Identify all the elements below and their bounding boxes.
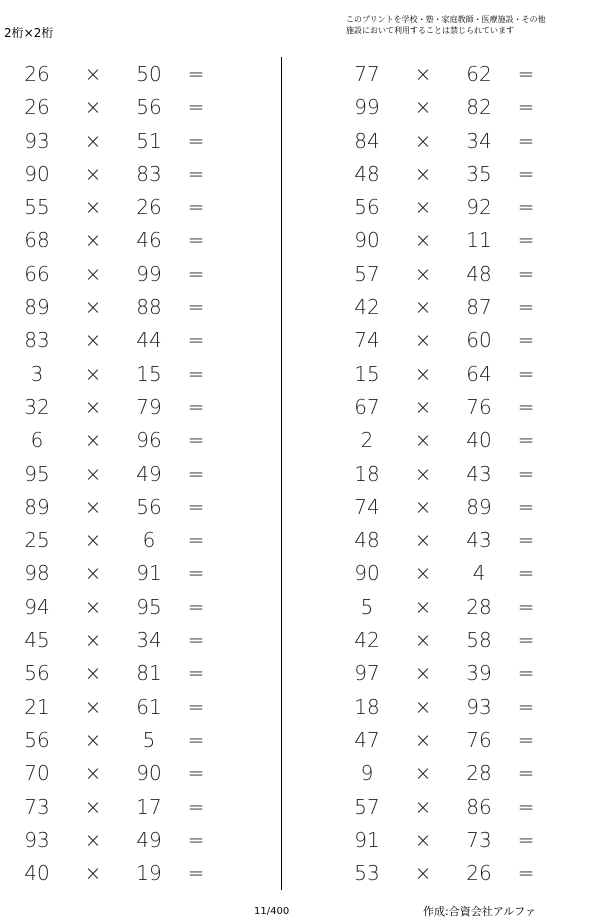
operand-a: 84 [354, 128, 380, 153]
multiply-sign: × [84, 295, 102, 320]
operand-b: 49 [136, 827, 162, 852]
multiply-sign: × [414, 661, 432, 686]
multiply-sign: × [414, 62, 432, 86]
problem-row [330, 57, 600, 90]
equals-sign: = [187, 195, 205, 220]
problem-row [0, 856, 270, 889]
operand-a: 47 [354, 727, 380, 752]
problem-row [330, 556, 600, 589]
usage-notice-line-2: 施設において利用することは禁じられています [346, 26, 514, 35]
problem-row [330, 523, 600, 556]
multiply-sign: × [414, 361, 432, 386]
equals-sign: = [517, 628, 535, 653]
multiply-sign: × [84, 161, 102, 186]
problem-row [330, 257, 600, 290]
operand-a: 70 [24, 761, 50, 786]
multiply-sign: × [84, 827, 102, 852]
operand-a: 6 [30, 428, 44, 453]
operand-a: 90 [354, 561, 380, 586]
operand-a: 48 [354, 161, 380, 186]
operand-a: 55 [24, 195, 50, 220]
multiply-sign: × [414, 561, 432, 586]
operand-b: 34 [136, 628, 162, 653]
operand-a: 9 [360, 761, 374, 786]
operand-a: 57 [354, 794, 380, 819]
problem-row [330, 157, 600, 190]
problem-row [330, 390, 600, 423]
equals-sign: = [517, 727, 535, 752]
problem-row [330, 590, 600, 623]
operand-b: 34 [466, 128, 492, 153]
operand-b: 44 [136, 328, 162, 353]
operand-b: 58 [466, 628, 492, 653]
problem-row [0, 423, 270, 456]
operand-a: 68 [24, 228, 50, 253]
equals-sign: = [187, 861, 205, 886]
multiply-sign: × [414, 628, 432, 653]
operand-b: 96 [136, 428, 162, 453]
multiply-sign: × [84, 594, 102, 619]
operand-b: 48 [466, 261, 492, 286]
problem-column-left [0, 57, 270, 889]
operand-a: 77 [354, 62, 380, 86]
multiply-sign: × [414, 761, 432, 786]
operand-a: 18 [354, 694, 380, 719]
problem-row [0, 90, 270, 123]
problem-row [0, 690, 270, 723]
operand-a: 98 [24, 561, 50, 586]
problem-row [330, 323, 600, 356]
equals-sign: = [517, 528, 535, 553]
equals-sign: = [517, 128, 535, 153]
multiply-sign: × [414, 461, 432, 486]
operand-b: 6 [142, 528, 156, 553]
operand-a: 56 [24, 727, 50, 752]
multiply-sign: × [84, 561, 102, 586]
problem-row [0, 190, 270, 223]
operand-b: 79 [136, 394, 162, 419]
equals-sign: = [517, 394, 535, 419]
operand-b: 28 [466, 594, 492, 619]
multiply-sign: × [414, 128, 432, 153]
problem-row [330, 756, 600, 789]
operand-b: 15 [136, 361, 162, 386]
operand-a: 56 [354, 195, 380, 220]
operand-b: 35 [466, 161, 492, 186]
problem-row [0, 323, 270, 356]
operand-b: 49 [136, 461, 162, 486]
problem-row [330, 823, 600, 856]
operand-b: 76 [466, 727, 492, 752]
multiply-sign: × [84, 95, 102, 120]
operand-b: 99 [136, 261, 162, 286]
operand-b: 86 [466, 794, 492, 819]
operand-a: 53 [354, 861, 380, 886]
usage-notice-line-1: このプリントを学校・塾・家庭教師・医療施設・その他 [346, 15, 546, 24]
operand-a: 66 [24, 261, 50, 286]
multiply-sign: × [414, 95, 432, 120]
operand-b: 40 [466, 428, 492, 453]
problem-row [330, 357, 600, 390]
problem-row [330, 723, 600, 756]
operand-b: 39 [466, 661, 492, 686]
multiply-sign: × [84, 128, 102, 153]
equals-sign: = [187, 661, 205, 686]
problem-row [0, 756, 270, 789]
operand-b: 46 [136, 228, 162, 253]
operand-a: 45 [24, 628, 50, 653]
multiply-sign: × [84, 761, 102, 786]
multiply-sign: × [414, 394, 432, 419]
operand-b: 5 [142, 727, 156, 752]
operand-a: 97 [354, 661, 380, 686]
equals-sign: = [187, 228, 205, 253]
operand-a: 48 [354, 528, 380, 553]
problem-row [0, 157, 270, 190]
operand-a: 73 [24, 794, 50, 819]
operand-a: 26 [24, 95, 50, 120]
equals-sign: = [517, 295, 535, 320]
multiply-sign: × [84, 261, 102, 286]
problem-row [330, 457, 600, 490]
operand-a: 93 [24, 128, 50, 153]
operand-b: 26 [136, 195, 162, 220]
multiply-sign: × [414, 295, 432, 320]
problem-row [330, 790, 600, 823]
operand-a: 3 [30, 361, 44, 386]
problem-row [0, 790, 270, 823]
equals-sign: = [517, 428, 535, 453]
multiply-sign: × [414, 428, 432, 453]
multiply-sign: × [84, 195, 102, 220]
operand-b: 87 [466, 295, 492, 320]
multiply-sign: × [414, 694, 432, 719]
operand-b: 43 [466, 461, 492, 486]
multiply-sign: × [414, 861, 432, 886]
multiply-sign: × [84, 428, 102, 453]
operand-a: 74 [354, 494, 380, 519]
equals-sign: = [517, 694, 535, 719]
equals-sign: = [517, 228, 535, 253]
operand-b: 62 [466, 62, 492, 86]
page-number: 11/400 [254, 906, 290, 917]
multiply-sign: × [414, 261, 432, 286]
equals-sign: = [187, 394, 205, 419]
usage-notice [346, 14, 546, 36]
operand-b: 51 [136, 128, 162, 153]
problem-row [0, 57, 270, 90]
operand-a: 74 [354, 328, 380, 353]
multiply-sign: × [414, 727, 432, 752]
equals-sign: = [187, 295, 205, 320]
operand-b: 28 [466, 761, 492, 786]
multiply-sign: × [414, 528, 432, 553]
equals-sign: = [187, 428, 205, 453]
operand-b: 43 [466, 528, 492, 553]
multiply-sign: × [414, 228, 432, 253]
equals-sign: = [187, 461, 205, 486]
operand-b: 95 [136, 594, 162, 619]
equals-sign: = [517, 95, 535, 120]
equals-sign: = [517, 62, 535, 86]
multiply-sign: × [84, 628, 102, 653]
multiply-sign: × [84, 361, 102, 386]
problem-row [0, 623, 270, 656]
problem-row [0, 357, 270, 390]
multiply-sign: × [84, 794, 102, 819]
problem-row [0, 223, 270, 256]
equals-sign: = [187, 361, 205, 386]
column-divider [281, 57, 282, 890]
equals-sign: = [187, 727, 205, 752]
operand-a: 21 [24, 694, 50, 719]
multiply-sign: × [84, 461, 102, 486]
operand-a: 2 [360, 428, 374, 453]
equals-sign: = [517, 761, 535, 786]
equals-sign: = [187, 528, 205, 553]
problem-row [0, 124, 270, 157]
equals-sign: = [187, 561, 205, 586]
operand-b: 91 [136, 561, 162, 586]
operand-a: 90 [24, 161, 50, 186]
multiply-sign: × [84, 228, 102, 253]
operand-b: 76 [466, 394, 492, 419]
operand-a: 94 [24, 594, 50, 619]
operand-a: 42 [354, 628, 380, 653]
operand-b: 82 [466, 95, 492, 120]
operand-b: 73 [466, 827, 492, 852]
equals-sign: = [517, 794, 535, 819]
multiply-sign: × [414, 594, 432, 619]
problem-row [330, 124, 600, 157]
operand-a: 90 [354, 228, 380, 253]
operand-b: 88 [136, 295, 162, 320]
problem-row [330, 690, 600, 723]
equals-sign: = [517, 827, 535, 852]
equals-sign: = [187, 827, 205, 852]
equals-sign: = [187, 62, 205, 86]
problem-row [0, 556, 270, 589]
equals-sign: = [187, 128, 205, 153]
equals-sign: = [517, 861, 535, 886]
operand-a: 91 [354, 827, 380, 852]
operand-b: 60 [466, 328, 492, 353]
operand-b: 61 [136, 694, 162, 719]
equals-sign: = [517, 161, 535, 186]
equals-sign: = [517, 494, 535, 519]
operand-a: 18 [354, 461, 380, 486]
operand-a: 5 [360, 594, 374, 619]
equals-sign: = [517, 594, 535, 619]
equals-sign: = [517, 361, 535, 386]
multiply-sign: × [414, 794, 432, 819]
operand-a: 93 [24, 827, 50, 852]
equals-sign: = [517, 195, 535, 220]
operand-b: 93 [466, 694, 492, 719]
problem-row [330, 90, 600, 123]
operand-b: 19 [136, 861, 162, 886]
operand-a: 32 [24, 394, 50, 419]
problem-row [330, 490, 600, 523]
multiply-sign: × [414, 494, 432, 519]
multiply-sign: × [414, 328, 432, 353]
operand-a: 57 [354, 261, 380, 286]
operand-a: 42 [354, 295, 380, 320]
operand-b: 64 [466, 361, 492, 386]
equals-sign: = [517, 261, 535, 286]
operand-a: 89 [24, 295, 50, 320]
operand-b: 89 [466, 494, 492, 519]
equals-sign: = [517, 328, 535, 353]
equals-sign: = [187, 594, 205, 619]
problem-row [0, 257, 270, 290]
multiply-sign: × [84, 661, 102, 686]
operand-a: 99 [354, 95, 380, 120]
operand-b: 11 [466, 228, 492, 253]
operand-b: 83 [136, 161, 162, 186]
multiply-sign: × [84, 394, 102, 419]
problem-row [330, 223, 600, 256]
operand-b: 26 [466, 861, 492, 886]
multiply-sign: × [84, 694, 102, 719]
multiply-sign: × [84, 727, 102, 752]
equals-sign: = [187, 261, 205, 286]
problem-row [0, 823, 270, 856]
operand-a: 40 [24, 861, 50, 886]
worksheet-title: 2桁×2桁 [4, 26, 54, 40]
operand-a: 15 [354, 361, 380, 386]
problem-row [0, 490, 270, 523]
problem-row [0, 590, 270, 623]
operand-b: 17 [136, 794, 162, 819]
multiply-sign: × [414, 195, 432, 220]
equals-sign: = [187, 161, 205, 186]
multiply-sign: × [414, 827, 432, 852]
equals-sign: = [187, 494, 205, 519]
operand-a: 83 [24, 328, 50, 353]
operand-b: 56 [136, 95, 162, 120]
multiply-sign: × [84, 328, 102, 353]
problem-row [0, 723, 270, 756]
equals-sign: = [187, 628, 205, 653]
problem-row [0, 523, 270, 556]
equals-sign: = [517, 561, 535, 586]
operand-a: 67 [354, 394, 380, 419]
problem-row [330, 290, 600, 323]
multiply-sign: × [84, 528, 102, 553]
equals-sign: = [187, 328, 205, 353]
operand-a: 56 [24, 661, 50, 686]
problem-row [330, 190, 600, 223]
operand-b: 50 [136, 62, 162, 86]
problem-row [330, 623, 600, 656]
equals-sign: = [517, 461, 535, 486]
multiply-sign: × [414, 161, 432, 186]
multiply-sign: × [84, 494, 102, 519]
author-credit: 作成:合資会社アルファ [423, 905, 537, 918]
multiply-sign: × [84, 62, 102, 86]
equals-sign: = [187, 794, 205, 819]
problem-column-right [330, 57, 600, 889]
operand-b: 81 [136, 661, 162, 686]
operand-a: 25 [24, 528, 50, 553]
problem-row [0, 390, 270, 423]
equals-sign: = [187, 95, 205, 120]
multiply-sign: × [84, 861, 102, 886]
problem-row [0, 457, 270, 490]
problem-row [330, 423, 600, 456]
operand-b: 4 [472, 561, 486, 586]
problem-row [0, 656, 270, 689]
problem-row [330, 856, 600, 889]
operand-b: 90 [136, 761, 162, 786]
operand-a: 26 [24, 62, 50, 86]
problem-row [330, 656, 600, 689]
equals-sign: = [187, 694, 205, 719]
operand-b: 56 [136, 494, 162, 519]
problem-row [0, 290, 270, 323]
operand-b: 92 [466, 195, 492, 220]
equals-sign: = [187, 761, 205, 786]
operand-a: 95 [24, 461, 50, 486]
operand-a: 89 [24, 494, 50, 519]
equals-sign: = [517, 661, 535, 686]
